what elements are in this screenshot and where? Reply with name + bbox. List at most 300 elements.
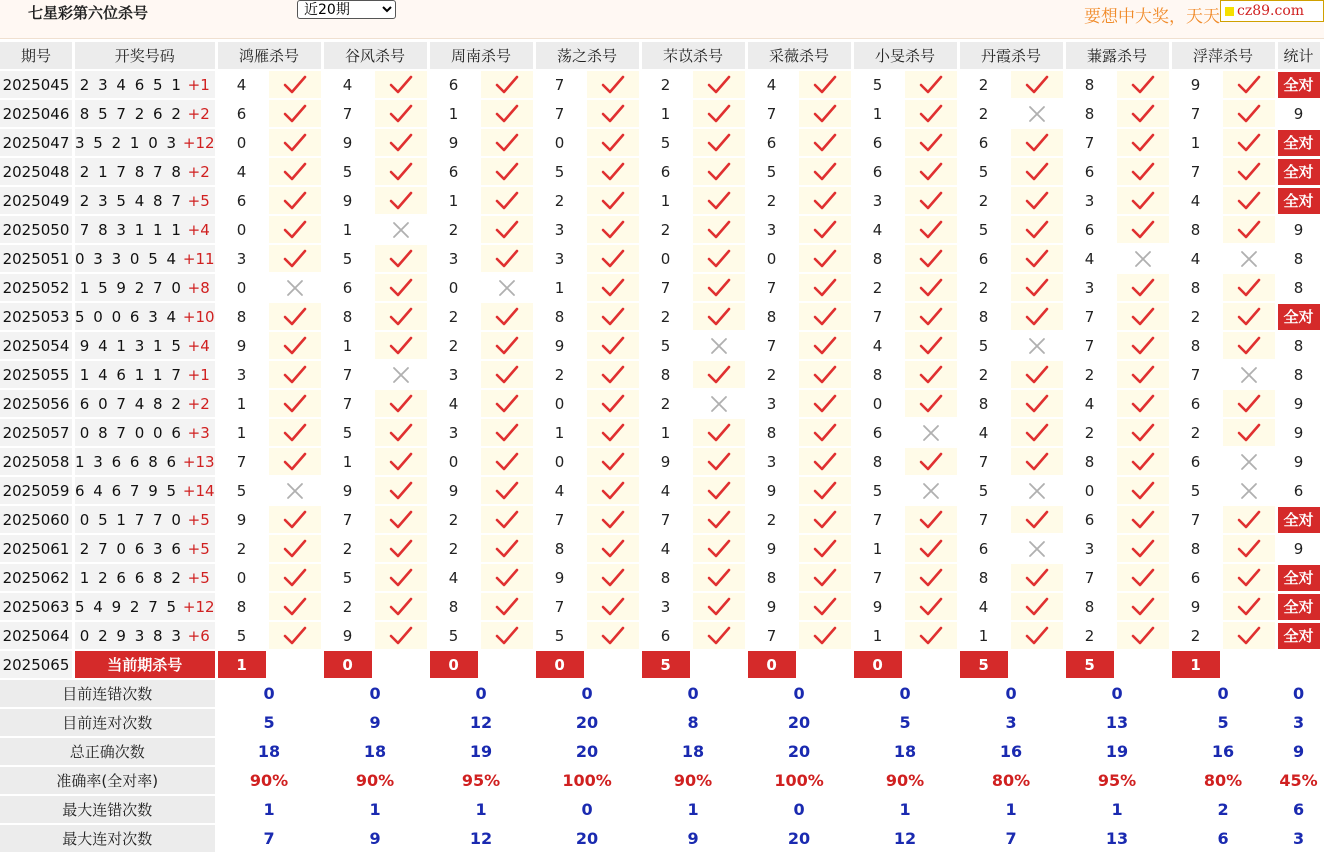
- kill-number-cell: 6: [1172, 448, 1220, 475]
- kill-number-cell: 2: [960, 71, 1008, 98]
- kill-number-cell: 4: [324, 71, 372, 98]
- hit-mark-cell: [693, 506, 745, 533]
- stat-cell: [1278, 158, 1320, 185]
- check-icon: [905, 133, 957, 153]
- hit-mark-cell: [375, 564, 427, 591]
- hit-mark-cell: [481, 477, 533, 504]
- hit-mark-cell: [587, 390, 639, 417]
- summary-value: 0: [324, 680, 427, 707]
- draw-number-cell: [75, 506, 215, 533]
- hit-mark-cell: [1117, 390, 1169, 417]
- check-icon: [799, 365, 851, 385]
- kill-number-cell: 2: [430, 535, 478, 562]
- hit-mark-cell: [375, 274, 427, 301]
- draw-bonus-number: +3: [182, 423, 210, 442]
- hit-mark-cell: [693, 303, 745, 330]
- period-cell: 2025052: [0, 274, 72, 301]
- kill-number-cell: 8: [1066, 100, 1114, 127]
- current-stat-blank: [1278, 651, 1320, 678]
- check-icon: [1011, 423, 1063, 443]
- current-kill-blank: [905, 651, 957, 678]
- hit-mark-cell: [375, 100, 427, 127]
- check-icon: [905, 162, 957, 182]
- hit-mark-cell: [375, 506, 427, 533]
- stat-cell: 9: [1278, 100, 1320, 127]
- draw-number-cell: [75, 361, 215, 388]
- hit-mark-cell: [1117, 535, 1169, 562]
- check-icon: [587, 394, 639, 414]
- kill-number-cell: 6: [960, 129, 1008, 156]
- draw-main-numbers: 1 4 6 1 1 7: [79, 365, 183, 384]
- kill-number-cell: 7: [536, 593, 584, 620]
- kill-number-cell: 4: [854, 332, 902, 359]
- summary-value: 0: [218, 680, 321, 707]
- hit-mark-cell: [587, 158, 639, 185]
- miss-mark-cell: [1011, 100, 1063, 127]
- check-icon: [481, 249, 533, 269]
- check-icon: [905, 220, 957, 240]
- hit-mark-cell: [481, 448, 533, 475]
- check-icon: [1223, 394, 1275, 414]
- hit-mark-cell: [1011, 448, 1063, 475]
- check-icon: [269, 365, 321, 385]
- draw-bonus-number: +13: [178, 452, 215, 471]
- check-icon: [481, 336, 533, 356]
- summary-value: 0: [1066, 680, 1169, 707]
- hit-mark-cell: [587, 361, 639, 388]
- kill-number-cell: 7: [748, 100, 796, 127]
- miss-mark-cell: [1117, 245, 1169, 272]
- hit-mark-cell: [1011, 593, 1063, 620]
- cross-icon: [1011, 104, 1063, 124]
- check-icon: [1011, 249, 1063, 269]
- summary-value: 7: [218, 825, 321, 852]
- kill-number-cell: 7: [854, 564, 902, 591]
- kill-number-cell: 7: [1066, 129, 1114, 156]
- kill-number-cell: 5: [854, 71, 902, 98]
- kill-number-cell: 2: [1066, 361, 1114, 388]
- top-bar: [0, 0, 1324, 39]
- draw-number-cell: [75, 622, 215, 649]
- hit-mark-cell: [1117, 564, 1169, 591]
- column-header-expert[interactable]: 鸿雁杀号: [218, 42, 321, 69]
- kill-number-cell: 1: [536, 274, 584, 301]
- hit-mark-cell: [1011, 129, 1063, 156]
- period-cell: 2025050: [0, 216, 72, 243]
- hit-mark-cell: [799, 564, 851, 591]
- check-icon: [799, 423, 851, 443]
- kill-number-cell: 2: [430, 216, 478, 243]
- check-icon: [375, 568, 427, 588]
- hit-mark-cell: [905, 564, 957, 591]
- period-select[interactable]: [297, 0, 396, 19]
- current-kill-number: 5: [642, 651, 690, 678]
- summary-value: 20: [748, 709, 851, 736]
- draw-bonus-number: +5: [182, 539, 210, 558]
- summary-value: 0: [1172, 680, 1275, 707]
- hit-mark-cell: [1223, 274, 1275, 301]
- kill-number-cell: 2: [642, 303, 690, 330]
- check-icon: [1011, 220, 1063, 240]
- hit-mark-cell: [1011, 245, 1063, 272]
- check-icon: [269, 249, 321, 269]
- current-kill-blank: [587, 651, 639, 678]
- summary-value: 90%: [218, 767, 321, 794]
- kill-number-cell: 9: [324, 187, 372, 214]
- summary-value: 19: [1066, 738, 1169, 765]
- check-icon: [799, 452, 851, 472]
- logo-text: cz89.com: [1237, 3, 1305, 19]
- hit-mark-cell: [905, 100, 957, 127]
- hit-mark-cell: [1223, 158, 1275, 185]
- hit-mark-cell: [375, 390, 427, 417]
- hit-mark-cell: [481, 564, 533, 591]
- check-icon: [1117, 597, 1169, 617]
- column-header-expert[interactable]: 蒹露杀号: [1066, 42, 1169, 69]
- summary-row: [0, 709, 1320, 736]
- kill-number-cell: 6: [218, 100, 266, 127]
- check-icon: [269, 539, 321, 559]
- kill-number-cell: 6: [1066, 506, 1114, 533]
- check-icon: [799, 75, 851, 95]
- kill-number-cell: 8: [854, 361, 902, 388]
- kill-number-cell: 7: [960, 506, 1008, 533]
- summary-value: 12: [854, 825, 957, 852]
- hit-mark-cell: [375, 535, 427, 562]
- kill-number-cell: 0: [218, 129, 266, 156]
- kill-number-cell: 0: [642, 245, 690, 272]
- hit-mark-cell: [1117, 506, 1169, 533]
- check-icon: [1011, 191, 1063, 211]
- all-right-badge: 全对: [1278, 594, 1320, 620]
- hit-mark-cell: [1223, 564, 1275, 591]
- column-header-period: 期号: [0, 42, 72, 69]
- kill-number-cell: 1: [854, 100, 902, 127]
- hit-mark-cell: [375, 622, 427, 649]
- kill-number-cell: 5: [218, 477, 266, 504]
- hit-mark-cell: [905, 535, 957, 562]
- hit-mark-cell: [1011, 506, 1063, 533]
- hit-mark-cell: [269, 593, 321, 620]
- draw-bonus-number: +4: [182, 220, 210, 239]
- hit-mark-cell: [375, 158, 427, 185]
- kill-number-cell: 8: [854, 245, 902, 272]
- check-icon: [1223, 423, 1275, 443]
- draw-bonus-number: +12: [178, 133, 215, 152]
- check-icon: [375, 336, 427, 356]
- table-row: [0, 390, 1320, 417]
- check-icon: [269, 452, 321, 472]
- site-logo[interactable]: [1220, 0, 1324, 22]
- draw-main-numbers: 5 4 9 2 7 5: [75, 597, 179, 616]
- promo-banner[interactable]: 要想中大奖，天天: [1084, 7, 1220, 27]
- miss-mark-cell: [1011, 535, 1063, 562]
- check-icon: [799, 394, 851, 414]
- check-icon: [587, 307, 639, 327]
- hit-mark-cell: [269, 187, 321, 214]
- table-row: [0, 448, 1320, 475]
- current-kill-number: 1: [218, 651, 266, 678]
- kill-number-cell: 2: [642, 390, 690, 417]
- check-icon: [1011, 162, 1063, 182]
- hit-mark-cell: [1223, 506, 1275, 533]
- column-header-expert[interactable]: 周南杀号: [430, 42, 533, 69]
- check-icon: [1011, 626, 1063, 646]
- summary-value: 3: [960, 709, 1063, 736]
- draw-number-cell: [75, 245, 215, 272]
- kill-number-cell: 7: [854, 506, 902, 533]
- hit-mark-cell: [481, 332, 533, 359]
- period-cell: 2025057: [0, 419, 72, 446]
- check-icon: [587, 539, 639, 559]
- kill-number-cell: 2: [960, 361, 1008, 388]
- kill-number-cell: 7: [854, 303, 902, 330]
- column-header-expert[interactable]: 采薇杀号: [748, 42, 851, 69]
- kill-number-cell: 1: [1172, 129, 1220, 156]
- hit-mark-cell: [799, 71, 851, 98]
- summary-value: 0: [748, 680, 851, 707]
- miss-mark-cell: [1223, 448, 1275, 475]
- hit-mark-cell: [1011, 71, 1063, 98]
- check-icon: [905, 568, 957, 588]
- draw-bonus-number: +5: [182, 510, 210, 529]
- column-header-expert[interactable]: 荡之杀号: [536, 42, 639, 69]
- kill-number-cell: 1: [324, 216, 372, 243]
- column-header-expert[interactable]: 谷风杀号: [324, 42, 427, 69]
- summary-value: 18: [324, 738, 427, 765]
- draw-number-cell: [75, 448, 215, 475]
- hit-mark-cell: [905, 622, 957, 649]
- check-icon: [269, 307, 321, 327]
- kill-number-cell: 7: [536, 506, 584, 533]
- kill-number-cell: 2: [748, 506, 796, 533]
- table-row: [0, 332, 1320, 359]
- draw-main-numbers: 2 1 7 8 7 8: [79, 162, 183, 181]
- miss-mark-cell: [1223, 477, 1275, 504]
- summary-stat-value: 6: [1278, 796, 1320, 823]
- kill-number-cell: 8: [218, 303, 266, 330]
- miss-mark-cell: [693, 332, 745, 359]
- check-icon: [799, 249, 851, 269]
- stat-cell: 9: [1278, 448, 1320, 475]
- hit-mark-cell: [587, 332, 639, 359]
- hit-mark-cell: [799, 332, 851, 359]
- summary-stat-value: 3: [1278, 825, 1320, 852]
- check-icon: [1117, 423, 1169, 443]
- kill-number-cell: 4: [1066, 390, 1114, 417]
- hit-mark-cell: [905, 245, 957, 272]
- hit-mark-cell: [375, 419, 427, 446]
- kill-number-cell: 7: [324, 506, 372, 533]
- hit-mark-cell: [1117, 129, 1169, 156]
- check-icon: [905, 539, 957, 559]
- hit-mark-cell: [481, 129, 533, 156]
- kill-number-cell: 5: [960, 216, 1008, 243]
- kill-number-cell: 7: [1066, 303, 1114, 330]
- current-period-cell: 2025065: [0, 651, 72, 678]
- check-icon: [905, 104, 957, 124]
- summary-value: 1: [218, 796, 321, 823]
- hit-mark-cell: [587, 419, 639, 446]
- kill-number-cell: 1: [430, 187, 478, 214]
- draw-main-numbers: 0 3 3 0 5 4: [75, 249, 179, 268]
- check-icon: [269, 191, 321, 211]
- check-icon: [1223, 539, 1275, 559]
- hit-mark-cell: [905, 448, 957, 475]
- kill-number-cell: 1: [960, 622, 1008, 649]
- check-icon: [693, 307, 745, 327]
- hit-mark-cell: [375, 477, 427, 504]
- table-row: [0, 245, 1320, 272]
- hit-mark-cell: [269, 129, 321, 156]
- summary-value: 0: [854, 680, 957, 707]
- cross-icon: [269, 481, 321, 501]
- kill-number-cell: 1: [218, 419, 266, 446]
- check-icon: [269, 568, 321, 588]
- check-icon: [375, 133, 427, 153]
- kill-number-cell: 7: [748, 332, 796, 359]
- summary-value: 12: [430, 825, 533, 852]
- check-icon: [799, 568, 851, 588]
- check-icon: [905, 75, 957, 95]
- hit-mark-cell: [1223, 390, 1275, 417]
- kill-number-cell: 1: [642, 419, 690, 446]
- all-right-badge: 全对: [1278, 623, 1320, 649]
- miss-mark-cell: [1011, 477, 1063, 504]
- check-icon: [799, 510, 851, 530]
- check-icon: [1117, 104, 1169, 124]
- period-cell: 2025055: [0, 361, 72, 388]
- all-right-badge: 全对: [1278, 159, 1320, 185]
- period-cell: 2025048: [0, 158, 72, 185]
- check-icon: [1223, 307, 1275, 327]
- kill-number-cell: 3: [748, 390, 796, 417]
- kill-number-cell: 5: [536, 622, 584, 649]
- current-kill-number: 0: [748, 651, 796, 678]
- kill-number-cell: 8: [1066, 71, 1114, 98]
- check-icon: [269, 423, 321, 443]
- check-icon: [375, 278, 427, 298]
- draw-number-cell: [75, 187, 215, 214]
- kill-number-cell: 1: [324, 448, 372, 475]
- check-icon: [1117, 539, 1169, 559]
- kill-number-cell: 0: [430, 448, 478, 475]
- check-icon: [1117, 452, 1169, 472]
- kill-number-cell: 5: [642, 332, 690, 359]
- check-icon: [693, 626, 745, 646]
- summary-value: 95%: [430, 767, 533, 794]
- hit-mark-cell: [799, 303, 851, 330]
- hit-mark-cell: [1011, 390, 1063, 417]
- stat-cell: 8: [1278, 274, 1320, 301]
- table-row: [0, 593, 1320, 620]
- hit-mark-cell: [375, 593, 427, 620]
- hit-mark-cell: [587, 448, 639, 475]
- table-row: [0, 129, 1320, 156]
- stat-cell: 8: [1278, 245, 1320, 272]
- check-icon: [1011, 510, 1063, 530]
- kill-number-cell: 7: [1066, 332, 1114, 359]
- period-cell: 2025054: [0, 332, 72, 359]
- hit-mark-cell: [693, 71, 745, 98]
- draw-main-numbers: 6 0 7 4 8 2: [79, 394, 183, 413]
- kill-number-cell: 8: [218, 593, 266, 620]
- check-icon: [481, 539, 533, 559]
- kill-number-cell: 7: [960, 448, 1008, 475]
- check-icon: [1117, 75, 1169, 95]
- hit-mark-cell: [799, 216, 851, 243]
- hit-mark-cell: [481, 216, 533, 243]
- hit-mark-cell: [799, 390, 851, 417]
- check-icon: [905, 191, 957, 211]
- check-icon: [1223, 510, 1275, 530]
- check-icon: [693, 539, 745, 559]
- draw-bonus-number: +2: [182, 104, 210, 123]
- kill-number-cell: 9: [1172, 593, 1220, 620]
- draw-bonus-number: +1: [182, 75, 210, 94]
- kill-number-cell: 0: [536, 390, 584, 417]
- hit-mark-cell: [799, 187, 851, 214]
- check-icon: [693, 162, 745, 182]
- hit-mark-cell: [1117, 477, 1169, 504]
- hit-mark-cell: [693, 419, 745, 446]
- kill-number-cell: 9: [854, 593, 902, 620]
- check-icon: [905, 626, 957, 646]
- hit-mark-cell: [269, 564, 321, 591]
- kill-number-cell: 0: [430, 274, 478, 301]
- summary-value: 1: [854, 796, 957, 823]
- kill-number-cell: 2: [960, 187, 1008, 214]
- period-cell: 2025047: [0, 129, 72, 156]
- summary-label: 目前连错次数: [0, 680, 215, 707]
- kill-number-cell: 3: [218, 361, 266, 388]
- kill-number-cell: 6: [324, 274, 372, 301]
- kill-number-cell: 5: [1172, 477, 1220, 504]
- current-kill-blank: [693, 651, 745, 678]
- kill-number-cell: 2: [1172, 419, 1220, 446]
- column-header-expert[interactable]: 小旻杀号: [854, 42, 957, 69]
- hit-mark-cell: [269, 622, 321, 649]
- summary-value: 16: [960, 738, 1063, 765]
- kill-number-cell: 9: [536, 332, 584, 359]
- kill-number-cell: 0: [218, 216, 266, 243]
- summary-value: 1: [960, 796, 1063, 823]
- stat-cell: [1278, 129, 1320, 156]
- miss-mark-cell: [905, 419, 957, 446]
- hit-mark-cell: [1117, 158, 1169, 185]
- column-header-expert[interactable]: 浮萍杀号: [1172, 42, 1275, 69]
- kill-number-cell: 9: [324, 129, 372, 156]
- check-icon: [375, 423, 427, 443]
- kill-number-cell: 2: [748, 187, 796, 214]
- check-icon: [481, 394, 533, 414]
- hit-mark-cell: [693, 593, 745, 620]
- kill-number-cell: 8: [748, 564, 796, 591]
- column-header-expert[interactable]: 芣苡杀号: [642, 42, 745, 69]
- column-header-expert[interactable]: 丹霞杀号: [960, 42, 1063, 69]
- draw-number-cell: [75, 303, 215, 330]
- kill-number-cell: 1: [854, 535, 902, 562]
- check-icon: [1117, 133, 1169, 153]
- kill-number-cell: 9: [748, 593, 796, 620]
- kill-number-cell: 1: [642, 187, 690, 214]
- kill-number-cell: 2: [960, 100, 1008, 127]
- summary-value: 0: [960, 680, 1063, 707]
- summary-value: 0: [536, 680, 639, 707]
- hit-mark-cell: [1117, 593, 1169, 620]
- summary-value: 20: [536, 709, 639, 736]
- check-icon: [799, 481, 851, 501]
